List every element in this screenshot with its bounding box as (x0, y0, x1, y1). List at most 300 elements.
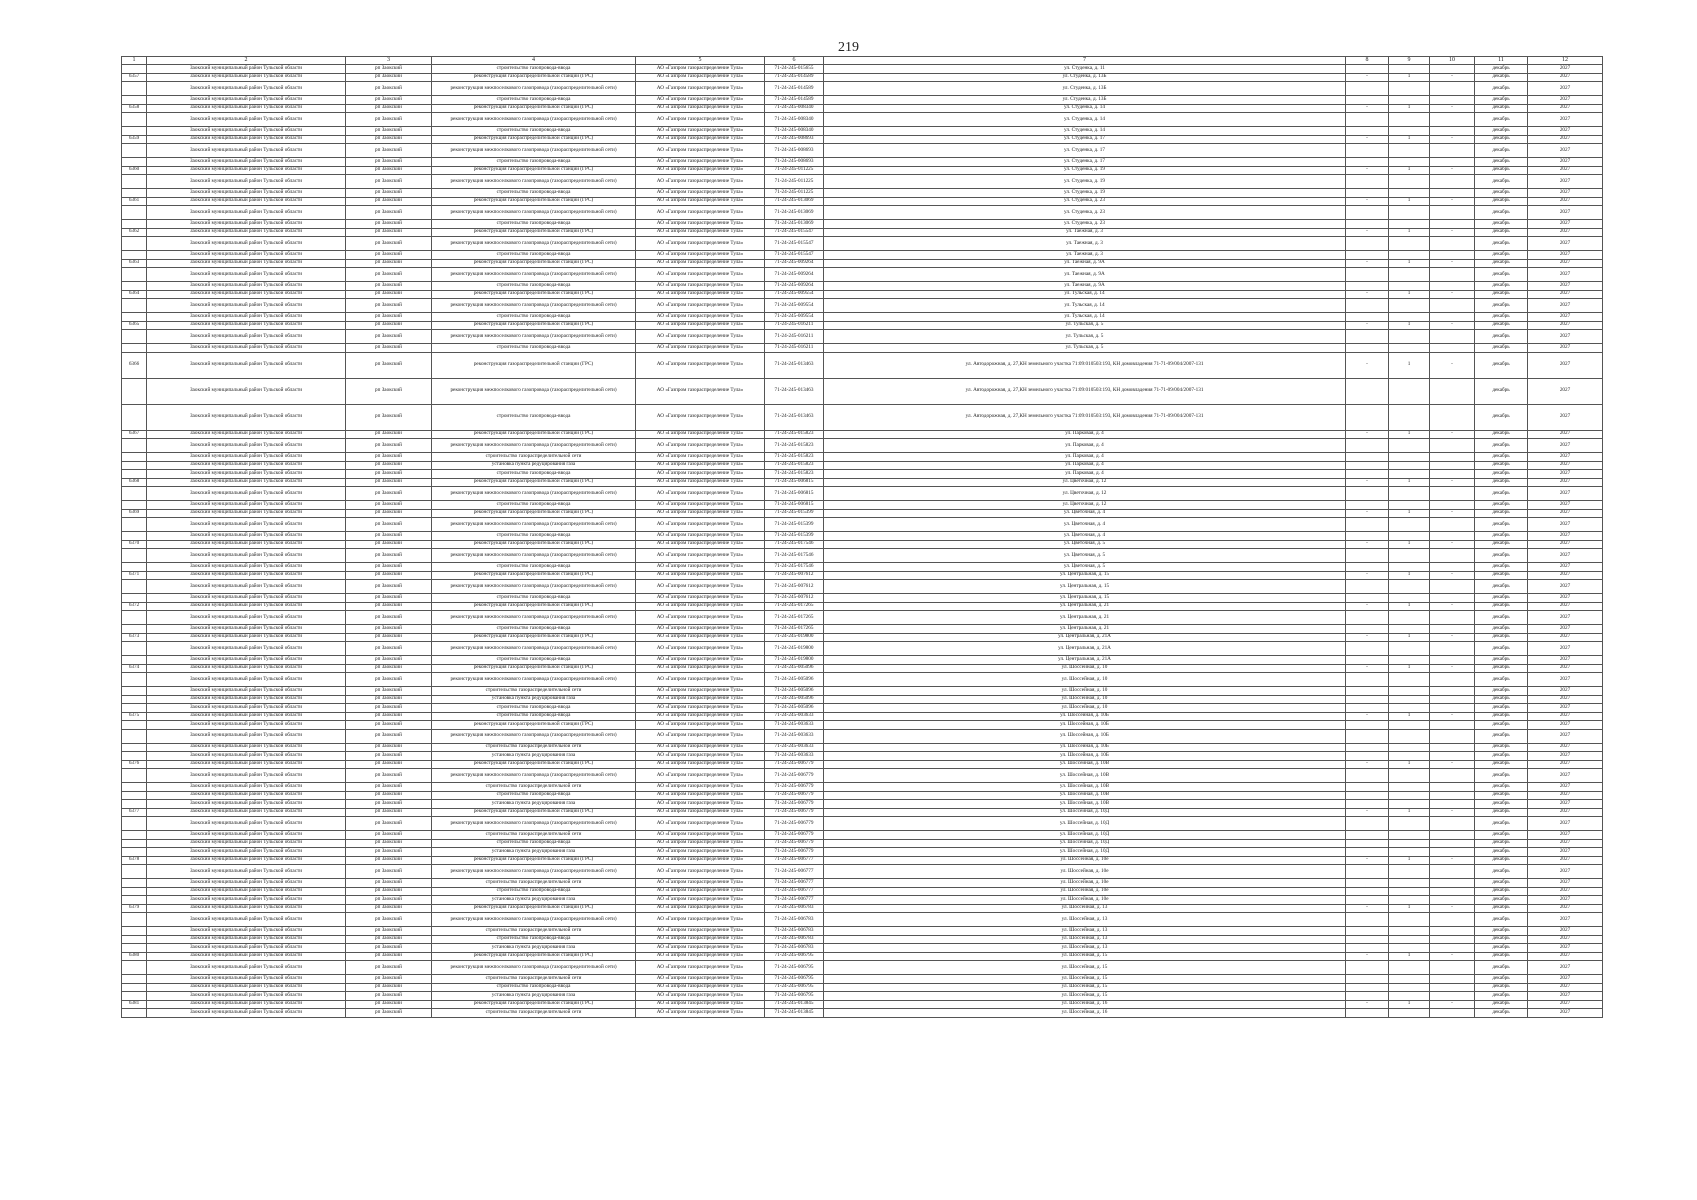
table-cell: 6374 (122, 664, 147, 673)
table-cell: АО «Газпром газораспределение Тула» (636, 944, 765, 953)
table-row (122, 656, 1603, 665)
table-cell: декабрь (1475, 251, 1528, 260)
table-cell: АО «Газпром газораспределение Тула» (636, 656, 765, 665)
table-cell (122, 580, 147, 594)
table-cell (122, 865, 147, 879)
table-cell: 2027 (1528, 189, 1603, 198)
table-cell: установка пункта редуцирования газа (432, 461, 636, 470)
table-cell: рп Заокский (346, 642, 432, 656)
table-cell: реконструкция газораспределительной станции (ГРС) (432, 430, 636, 439)
table-cell (1346, 656, 1389, 665)
table-cell (1346, 158, 1389, 167)
table-cell: рп Заокский (346, 228, 432, 237)
table-cell: 2027 (1528, 800, 1603, 809)
table-cell: Заокский муниципальный район Тульской области (147, 144, 346, 158)
table-row (122, 344, 1603, 353)
table-cell: 1 (1389, 904, 1430, 913)
table-cell: декабрь (1475, 904, 1528, 913)
table-cell: строительство газопровода-ввода (432, 220, 636, 229)
table-cell: ул. Центральная, д. 15 (824, 580, 1346, 594)
table-cell: строительство газораспределительной сети (432, 687, 636, 696)
table-cell: АО «Газпром газораспределение Тула» (636, 961, 765, 975)
table-cell: ул. Студенка, д. 19 (824, 189, 1346, 198)
table-row (122, 532, 1603, 541)
table-row (122, 189, 1603, 198)
table-cell (1430, 817, 1475, 831)
table-cell: реконструкция межпоселкового газопровода (газораспределительной сети) (432, 580, 636, 594)
table-row (122, 704, 1603, 713)
table-cell: 2027 (1528, 856, 1603, 865)
table-cell (122, 769, 147, 783)
table-cell: декабрь (1475, 952, 1528, 961)
table-row (122, 642, 1603, 656)
table-cell: реконструкция межпоселкового газопровода (газораспределительной сети) (432, 206, 636, 220)
table-cell: АО «Газпром газораспределение Тула» (636, 220, 765, 229)
table-cell (1389, 983, 1430, 992)
table-cell: - (1346, 135, 1389, 144)
page-number: 219 (838, 40, 859, 55)
table-cell (1389, 330, 1430, 344)
table-cell: рп Заокский (346, 478, 432, 487)
table-cell: 6372 (122, 602, 147, 611)
table-cell: рп Заокский (346, 73, 432, 82)
table-cell: ул. Парковая, д. 4 (824, 461, 1346, 470)
table-cell (1346, 487, 1389, 501)
table-cell: АО «Газпром газораспределение Тула» (636, 532, 765, 541)
table-cell: 71-24-245-015823 (765, 461, 824, 470)
table-cell (122, 896, 147, 905)
table-cell: реконструкция газораспределительной станции (ГРС) (432, 721, 636, 730)
table-cell: рп Заокский (346, 800, 432, 809)
table-cell: строительство газопровода-ввода (432, 532, 636, 541)
table-cell: декабрь (1475, 206, 1528, 220)
table-cell: строительство газопровода-ввода (432, 65, 636, 74)
table-cell: 71-24-245-017265 (765, 625, 824, 634)
table-cell: 2027 (1528, 197, 1603, 206)
table-cell: - (1346, 856, 1389, 865)
table-cell: 2027 (1528, 729, 1603, 743)
table-cell: 2027 (1528, 791, 1603, 800)
column-number: 12 (1528, 57, 1603, 65)
table-cell (1346, 831, 1389, 840)
table-cell: 6371 (122, 571, 147, 580)
table-cell: ул. Студенка, д. 17 (824, 158, 1346, 167)
table-cell: рп Заокский (346, 580, 432, 594)
table-cell (1389, 82, 1430, 96)
table-cell: строительство газопровода-ввода (432, 470, 636, 479)
table-cell: 2027 (1528, 571, 1603, 580)
table-cell (1389, 206, 1430, 220)
table-cell: 2027 (1528, 404, 1603, 430)
table-cell: 2027 (1528, 251, 1603, 260)
table-cell: 6381 (122, 1000, 147, 1009)
table-cell: Заокский муниципальный район Тульской области (147, 290, 346, 299)
table-cell (1389, 831, 1430, 840)
table-cell: рп Заокский (346, 82, 432, 96)
table-cell: АО «Газпром газораспределение Тула» (636, 259, 765, 268)
table-cell: 71-24-245-013845 (765, 1000, 824, 1009)
table-cell: АО «Газпром газораспределение Тула» (636, 344, 765, 353)
table-cell: - (1430, 904, 1475, 913)
table-cell (122, 800, 147, 809)
table-cell: Заокский муниципальный район Тульской области (147, 743, 346, 752)
table-cell: 2027 (1528, 992, 1603, 1001)
table-cell: Заокский муниципальный район Тульской области (147, 633, 346, 642)
table-cell (122, 549, 147, 563)
table-cell: 1 (1389, 197, 1430, 206)
table-cell (122, 817, 147, 831)
table-cell: 2027 (1528, 656, 1603, 665)
table-cell: ул. Тульская, д. 14 (824, 290, 1346, 299)
table-cell (122, 501, 147, 510)
table-cell: ул. Шоссейная, д. 10Б (824, 752, 1346, 761)
table-cell: АО «Газпром газораспределение Тула» (636, 687, 765, 696)
table-cell: рп Заокский (346, 721, 432, 730)
table-row (122, 313, 1603, 322)
table-cell: декабрь (1475, 549, 1528, 563)
table-cell: АО «Газпром газораспределение Тула» (636, 848, 765, 857)
table-cell: строительство газопровода-ввода (432, 127, 636, 136)
table-cell: АО «Газпром газораспределение Тула» (636, 65, 765, 74)
table-cell: рп Заокский (346, 687, 432, 696)
table-cell (1430, 282, 1475, 291)
table-cell: - (1346, 321, 1389, 330)
table-cell: строительство газопровода-ввода (432, 625, 636, 634)
table-cell: 71-24-245-011225 (765, 175, 824, 189)
table-cell (1346, 721, 1389, 730)
table-cell: строительство газопровода-ввода (432, 704, 636, 713)
table-cell: реконструкция межпоселкового газопровода (газораспределительной сети) (432, 144, 636, 158)
table-cell (1430, 82, 1475, 96)
table-cell: Заокский муниципальный район Тульской области (147, 856, 346, 865)
table-row (122, 975, 1603, 984)
table-cell: ул. Шоссейная, д. 15 (824, 992, 1346, 1001)
table-cell (1430, 839, 1475, 848)
table-cell: ул. Шоссейная, д. 10 (824, 673, 1346, 687)
table-cell: 2027 (1528, 913, 1603, 927)
table-row (122, 321, 1603, 330)
table-cell (1346, 935, 1389, 944)
table-row (122, 540, 1603, 549)
table-cell (1389, 695, 1430, 704)
table-cell: 71-24-245-017546 (765, 563, 824, 572)
table-cell: Заокский муниципальный район Тульской области (147, 879, 346, 888)
table-cell: 2027 (1528, 144, 1603, 158)
table-cell: АО «Газпром газораспределение Тула» (636, 704, 765, 713)
table-cell: реконструкция межпоселкового газопровода (газораспределительной сети) (432, 549, 636, 563)
table-cell: - (1346, 664, 1389, 673)
table-cell (122, 729, 147, 743)
table-cell: АО «Газпром газораспределение Тула» (636, 135, 765, 144)
table-cell: ул. Студенка, д. 14 (824, 127, 1346, 136)
table-cell: 71-24-245-006783 (765, 913, 824, 927)
table-cell (1346, 992, 1389, 1001)
table-cell: ул. Студенка, д. 13Б (824, 73, 1346, 82)
table-cell: 71-24-245-006777 (765, 856, 824, 865)
table-cell: декабрь (1475, 282, 1528, 291)
table-row (122, 430, 1603, 439)
table-cell: декабрь (1475, 817, 1528, 831)
table-cell (1346, 268, 1389, 282)
table-cell: 71-24-245-014589 (765, 82, 824, 96)
table-cell: декабрь (1475, 992, 1528, 1001)
table-cell (1346, 344, 1389, 353)
table-cell: ул. Студенка, д. 17 (824, 135, 1346, 144)
table-cell: АО «Газпром газораспределение Тула» (636, 865, 765, 879)
table-cell: - (1346, 602, 1389, 611)
table-cell: декабрь (1475, 760, 1528, 769)
table-cell: АО «Газпром газораспределение Тула» (636, 330, 765, 344)
table-cell: 1 (1389, 73, 1430, 82)
table-cell: АО «Газпром газораспределение Тула» (636, 563, 765, 572)
table-cell: ул. Центральная, д. 21А (824, 642, 1346, 656)
table-cell: Заокский муниципальный район Тульской области (147, 687, 346, 696)
table-cell: декабрь (1475, 769, 1528, 783)
table-cell: реконструкция газораспределительной станции (ГРС) (432, 760, 636, 769)
table-cell: 2027 (1528, 944, 1603, 953)
table-cell: - (1346, 808, 1389, 817)
table-cell (122, 175, 147, 189)
table-row (122, 65, 1603, 74)
table-cell: реконструкция газораспределительной станции (ГРС) (432, 352, 636, 378)
table-row (122, 856, 1603, 865)
table-cell: реконструкция межпоселкового газопровода (газораспределительной сети) (432, 487, 636, 501)
table-cell (1389, 625, 1430, 634)
table-cell: ул. Центральная, д. 21А (824, 656, 1346, 665)
table-cell (122, 251, 147, 260)
table-cell (1430, 831, 1475, 840)
table-cell: реконструкция межпоселкового газопровода (газораспределительной сети) (432, 611, 636, 625)
table-cell: декабрь (1475, 501, 1528, 510)
table-cell: АО «Газпром газораспределение Тула» (636, 913, 765, 927)
table-cell (1389, 549, 1430, 563)
table-cell: ул. Шоссейная, д. 15 (824, 975, 1346, 984)
table-cell: 6367 (122, 430, 147, 439)
table-cell: 71-24-245-006795 (765, 992, 824, 1001)
table-cell: 2027 (1528, 769, 1603, 783)
table-cell: АО «Газпром газораспределение Тула» (636, 952, 765, 961)
table-cell: реконструкция межпоселкового газопровода (газораспределительной сети) (432, 82, 636, 96)
table-cell: Заокский муниципальный район Тульской области (147, 330, 346, 344)
table-cell: - (1430, 478, 1475, 487)
table-cell: Заокский муниципальный район Тульской области (147, 927, 346, 936)
table-cell: Заокский муниципальный район Тульской области (147, 944, 346, 953)
table-cell: 71-24-245-017265 (765, 611, 824, 625)
table-cell: 1 (1389, 712, 1430, 721)
table-cell: декабрь (1475, 189, 1528, 198)
table-row (122, 127, 1603, 136)
table-cell: 2027 (1528, 259, 1603, 268)
table-cell: строительство газораспределительной сети (432, 975, 636, 984)
table-cell: Заокский муниципальный район Тульской области (147, 259, 346, 268)
table-cell: строительство газораспределительной сети (432, 1009, 636, 1018)
table-cell: 71-24-245-003633 (765, 712, 824, 721)
table-cell (1430, 404, 1475, 430)
table-cell: установка пункта редуцирования газа (432, 992, 636, 1001)
table-cell (1389, 404, 1430, 430)
table-cell: ул. Автодорожная, д. 27,КН земельного участка 71:09:010503:193, КН домовладения 71-71-09/004/2007-131 (824, 352, 1346, 378)
table-cell: 6380 (122, 952, 147, 961)
table-cell: - (1430, 352, 1475, 378)
table-cell: декабрь (1475, 344, 1528, 353)
table-cell (122, 487, 147, 501)
table-cell: 6359 (122, 135, 147, 144)
table-cell: рп Заокский (346, 656, 432, 665)
table-cell (122, 848, 147, 857)
table-cell: 71-24-245-007612 (765, 594, 824, 603)
table-cell (1430, 532, 1475, 541)
table-cell: - (1430, 712, 1475, 721)
table-cell: рп Заокский (346, 743, 432, 752)
table-cell: ул. Цветочная, д. 4 (824, 532, 1346, 541)
table-cell: 71-24-245-014589 (765, 73, 824, 82)
table-cell: АО «Газпром газораспределение Тула» (636, 352, 765, 378)
table-cell: Заокский муниципальный район Тульской области (147, 439, 346, 453)
table-cell: декабрь (1475, 961, 1528, 975)
table-cell: строительство газопровода-ввода (432, 501, 636, 510)
table-cell: 71-24-245-017546 (765, 540, 824, 549)
table-cell (1346, 144, 1389, 158)
table-cell: 2027 (1528, 540, 1603, 549)
table-cell: 71-24-245-015399 (765, 518, 824, 532)
table-cell (122, 887, 147, 896)
table-cell: АО «Газпром газораспределение Тула» (636, 983, 765, 992)
table-cell: Заокский муниципальный район Тульской области (147, 113, 346, 127)
table-cell: АО «Газпром газораспределение Тула» (636, 752, 765, 761)
table-cell: декабрь (1475, 268, 1528, 282)
table-row (122, 760, 1603, 769)
table-cell: 71-24-245-016211 (765, 330, 824, 344)
table-row (122, 887, 1603, 896)
table-cell (1430, 927, 1475, 936)
table-cell (1389, 65, 1430, 74)
table-cell: 1 (1389, 664, 1430, 673)
table-row (122, 453, 1603, 462)
table-cell: реконструкция газораспределительной станции (ГРС) (432, 808, 636, 817)
table-cell (1389, 313, 1430, 322)
table-cell: - (1430, 808, 1475, 817)
table-row (122, 352, 1603, 378)
table-cell (1346, 783, 1389, 792)
table-row (122, 228, 1603, 237)
table-cell (1430, 791, 1475, 800)
table-cell: АО «Газпром газораспределение Тула» (636, 571, 765, 580)
table-cell: Заокский муниципальный район Тульской области (147, 704, 346, 713)
table-cell: - (1346, 760, 1389, 769)
table-cell: 2027 (1528, 330, 1603, 344)
table-cell: декабрь (1475, 73, 1528, 82)
table-cell: 6375 (122, 712, 147, 721)
table-cell: Заокский муниципальный район Тульской области (147, 282, 346, 291)
table-cell: 2027 (1528, 282, 1603, 291)
table-cell: рп Заокский (346, 509, 432, 518)
table-cell: Заокский муниципальный район Тульской области (147, 817, 346, 831)
table-cell (122, 983, 147, 992)
table-cell: Заокский муниципальный район Тульской области (147, 752, 346, 761)
table-cell: 2027 (1528, 887, 1603, 896)
table-cell: реконструкция межпоселкового газопровода (газораспределительной сети) (432, 729, 636, 743)
table-cell: 71-24-245-008340 (765, 104, 824, 113)
table-row (122, 927, 1603, 936)
table-cell: 71-24-245-006779 (765, 839, 824, 848)
table-cell: АО «Газпром газораспределение Тула» (636, 189, 765, 198)
table-cell: ул. Шоссейная, д. 10е (824, 879, 1346, 888)
table-cell: 2027 (1528, 65, 1603, 74)
table-cell: Заокский муниципальный район Тульской области (147, 913, 346, 927)
table-cell: 71-24-245-015399 (765, 532, 824, 541)
table-row (122, 752, 1603, 761)
table-cell: декабрь (1475, 743, 1528, 752)
table-cell: 1 (1389, 321, 1430, 330)
table-cell: ул. Шоссейная, д. 10Б (824, 743, 1346, 752)
table-cell: ул. Тульская, д. 5 (824, 344, 1346, 353)
table-cell: 2027 (1528, 611, 1603, 625)
table-cell: 2027 (1528, 580, 1603, 594)
table-row (122, 983, 1603, 992)
table-cell: реконструкция межпоселкового газопровода (газораспределительной сети) (432, 769, 636, 783)
table-cell: Заокский муниципальный район Тульской области (147, 839, 346, 848)
table-cell: ул. Шоссейная, д. 10Д (824, 817, 1346, 831)
table-cell (1389, 453, 1430, 462)
table-cell: реконструкция газораспределительной станции (ГРС) (432, 73, 636, 82)
table-row (122, 1009, 1603, 1018)
table-cell: рп Заокский (346, 321, 432, 330)
table-cell: АО «Газпром газораспределение Тула» (636, 729, 765, 743)
table-cell: Заокский муниципальный район Тульской области (147, 313, 346, 322)
table-cell: - (1430, 952, 1475, 961)
table-cell (122, 752, 147, 761)
table-cell: строительство газопровода-ввода (432, 887, 636, 896)
table-cell: АО «Газпром газораспределение Тула» (636, 783, 765, 792)
table-cell: 71-24-245-008693 (765, 144, 824, 158)
table-row (122, 839, 1603, 848)
table-cell: 2027 (1528, 352, 1603, 378)
table-cell: 2027 (1528, 321, 1603, 330)
table-cell (122, 268, 147, 282)
table-cell: ул. Цветочная, д. 4 (824, 509, 1346, 518)
table-cell: 71-24-245-008340 (765, 113, 824, 127)
table-cell: Заокский муниципальный район Тульской области (147, 695, 346, 704)
table-cell: - (1346, 104, 1389, 113)
table-cell: ул. Шоссейная, д. 10 (824, 687, 1346, 696)
table-cell: 71-24-245-006779 (765, 817, 824, 831)
table-cell: реконструкция межпоселкового газопровода (газораспределительной сети) (432, 113, 636, 127)
table-row (122, 478, 1603, 487)
table-cell: Заокский муниципальный район Тульской области (147, 166, 346, 175)
table-cell: строительство газопровода-ввода (432, 594, 636, 603)
table-cell (1346, 580, 1389, 594)
table-cell: Заокский муниципальный район Тульской области (147, 299, 346, 313)
table-cell: - (1346, 228, 1389, 237)
table-cell: рп Заокский (346, 704, 432, 713)
table-cell: 71-24-245-015823 (765, 430, 824, 439)
table-cell: реконструкция газораспределительной станции (ГРС) (432, 197, 636, 206)
table-cell: - (1346, 712, 1389, 721)
table-cell: Заокский муниципальный район Тульской области (147, 791, 346, 800)
table-cell (1389, 743, 1430, 752)
table-row (122, 487, 1603, 501)
table-cell: - (1346, 290, 1389, 299)
table-cell: декабрь (1475, 721, 1528, 730)
table-cell (1346, 563, 1389, 572)
table-cell: реконструкция газораспределительной станции (ГРС) (432, 478, 636, 487)
table-cell: 71-24-245-006779 (765, 831, 824, 840)
table-cell (1389, 461, 1430, 470)
table-cell: 71-24-245-006779 (765, 769, 824, 783)
table-cell: 1 (1389, 856, 1430, 865)
table-cell: Заокский муниципальный район Тульской области (147, 848, 346, 857)
table-cell: декабрь (1475, 687, 1528, 696)
